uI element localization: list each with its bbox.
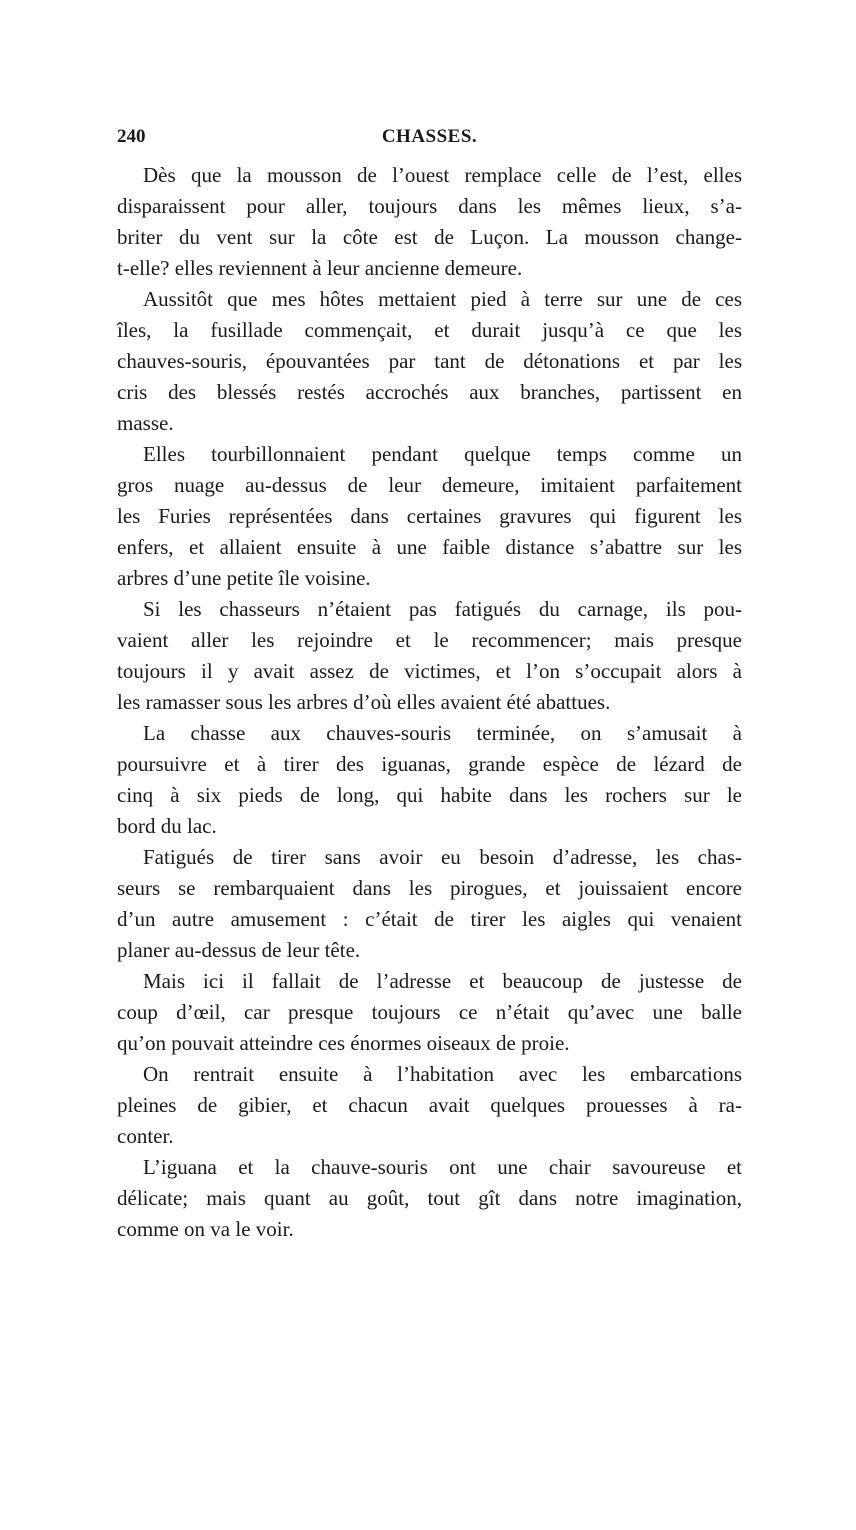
paragraph (117, 966, 742, 1059)
text-line: îles, la fusillade commençait, et durait jusqu’à ce que les (117, 318, 742, 342)
page-header (117, 126, 742, 156)
text-line: disparaissent pour aller, toujours dans les mêmes lieux, s’a- (117, 194, 742, 218)
text-line: poursuivre et à tirer des iguanas, grande espèce de lézard de (117, 752, 742, 776)
text-line: coup d’œil, car presque toujours ce n’était qu’avec une balle (117, 1000, 742, 1024)
text-line: Elles tourbillonnaient pendant quelque temps comme un (143, 442, 742, 466)
text-line: seurs se rembarquaient dans les pirogues, et jouissaient encore (117, 876, 742, 900)
text-line: pleines de gibier, et chacun avait quelques prouesses à ra- (117, 1093, 742, 1117)
text-line: gros nuage au-dessus de leur demeure, imitaient parfaitement (117, 473, 742, 497)
paragraph (117, 284, 742, 439)
text-line: délicate; mais quant au goût, tout gît dans notre imagination, (117, 1186, 742, 1210)
text-line: L’iguana et la chauve-souris ont une chair savoureuse et (143, 1155, 742, 1179)
text-line: bord du lac. (117, 814, 217, 838)
text-line: Fatigués de tirer sans avoir eu besoin d’adresse, les chas- (143, 845, 742, 869)
paragraph (117, 160, 742, 284)
text-line: cris des blessés restés accrochés aux branches, partissent en (117, 380, 742, 404)
text-line: On rentrait ensuite à l’habitation avec les embarcations (143, 1062, 742, 1086)
text-line: conter. (117, 1124, 174, 1148)
text-line: d’un autre amusement : c’était de tirer les aigles qui venaient (117, 907, 742, 931)
running-title: CHASSES. (381, 126, 478, 147)
text-line: Mais ici il fallait de l’adresse et beaucoup de justesse de (143, 969, 742, 993)
text-line: cinq à six pieds de long, qui habite dans les rochers sur le (117, 783, 742, 807)
text-line: les Furies représentées dans certaines gravures qui figurent les (117, 504, 742, 528)
paragraph (117, 842, 742, 966)
text-line: Si les chasseurs n’étaient pas fatigués du carnage, ils pou- (143, 597, 742, 621)
text-line: Aussitôt que mes hôtes mettaient pied à terre sur une de ces (143, 287, 742, 311)
paragraph (117, 718, 742, 842)
text-line: qu’on pouvait atteindre ces énormes oiseaux de proie. (117, 1031, 570, 1055)
text-line: chauves-souris, épouvantées par tant de détonations et par les (117, 349, 742, 373)
text-line: briter du vent sur la côte est de Luçon. La mousson change- (117, 225, 742, 249)
text-line: arbres d’une petite île voisine. (117, 566, 371, 590)
paragraph (117, 439, 742, 594)
page-number: 240 (117, 126, 146, 147)
body-text (117, 160, 742, 1245)
text-line: Dès que la mousson de l’ouest remplace celle de l’est, elles (143, 163, 742, 187)
text-line: masse. (117, 411, 174, 435)
text-line: toujours il y avait assez de victimes, et l’on s’occupait alors à (117, 659, 742, 683)
paragraph (117, 1152, 742, 1245)
text-line: enfers, et allaient ensuite à une faible distance s’abattre sur les (117, 535, 742, 559)
text-line: comme on va le voir. (117, 1217, 294, 1241)
text-line: les ramasser sous les arbres d’où elles avaient été abattues. (117, 690, 611, 714)
paragraph (117, 594, 742, 718)
paragraph (117, 1059, 742, 1152)
text-line: planer au-dessus de leur tête. (117, 938, 361, 962)
text-line: t-elle? elles reviennent à leur ancienne demeure. (117, 256, 523, 280)
text-line: vaient aller les rejoindre et le recommencer; mais presque (117, 628, 742, 652)
text-line: La chasse aux chauves-souris terminée, on s’amusait à (143, 721, 742, 745)
